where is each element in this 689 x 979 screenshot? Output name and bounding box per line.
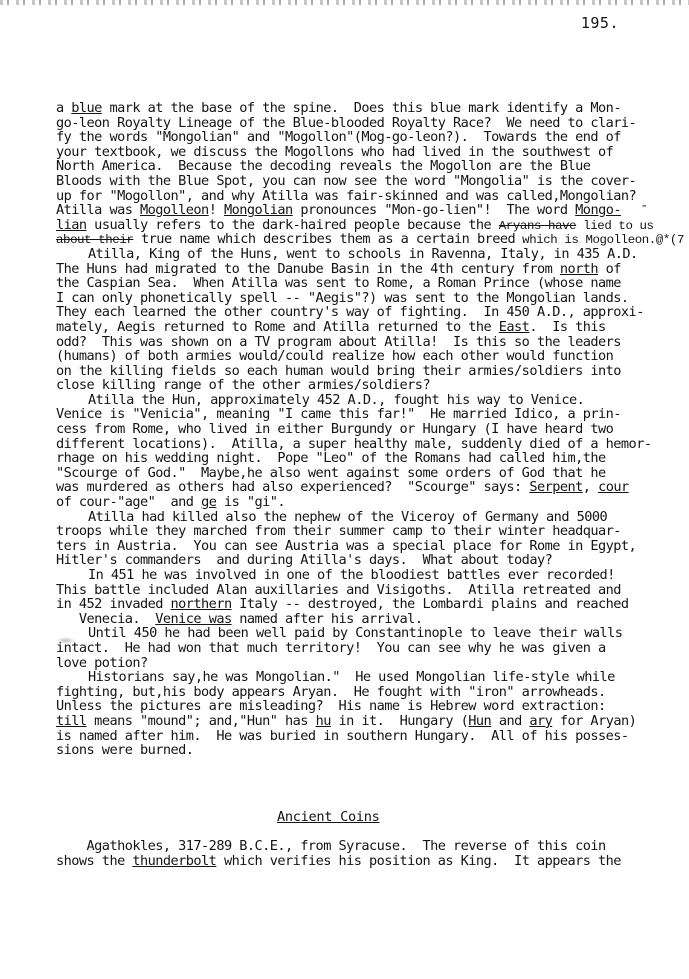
underlined-text: ge: [201, 494, 217, 511]
underlined-text: Mogolleon: [139, 202, 209, 219]
text-segment: fy the words "Mongolian" and "Mogollon"(Mog-go-leon?). Towards the end of: [56, 129, 621, 146]
text-segment: usually refers to the dark-haired people because the: [86, 216, 499, 233]
underlined-text: northern: [170, 596, 232, 613]
text-line: [56, 480, 689, 495]
text-line: [56, 174, 689, 189]
text-line: [56, 510, 689, 525]
underlined-text: lian: [56, 216, 87, 233]
text-segment: Bloods with the Blue Spot, you can now see the word "Mongolia" is the cover-: [56, 172, 637, 189]
underlined-text: cour: [598, 479, 629, 496]
text-line: [56, 568, 689, 583]
section-text: [56, 839, 621, 868]
text-line: [56, 524, 689, 539]
typed-correction: lied to us: [576, 218, 654, 233]
text-line: [56, 305, 689, 320]
text-segment: a: [56, 100, 72, 116]
text-line: [56, 189, 689, 204]
text-line: [56, 276, 689, 291]
text-line: [56, 159, 689, 174]
text-segment: sions were burned.: [56, 742, 194, 759]
page-number: 195.: [580, 14, 619, 32]
text-line: [56, 743, 689, 758]
text-segment: is named after him. He was buried in southern Hungary. All of his posses-: [56, 727, 629, 744]
text-segment: Historians say,he was Mongolian." He used Mongolian life-style while: [88, 669, 615, 686]
text-segment: pronounces "Mon-go-lien"! The word: [292, 202, 576, 219]
text-segment: Venice is "Venicia", meaning "I came this far!" He married Idico, a prin-: [56, 406, 621, 423]
text-segment: !: [208, 202, 224, 219]
text-line: [56, 641, 689, 656]
underlined-text: north: [559, 260, 599, 277]
text-line: [56, 729, 689, 744]
text-line: [56, 699, 689, 714]
text-segment: odd? This was shown on a TV program about Atilla! Is this so the leaders: [56, 333, 621, 350]
text-segment: They each learned the other country's way of fighting. In 450 A.D., approxi-: [56, 304, 644, 321]
text-line: [56, 656, 689, 671]
underlined-text: Mongolian: [223, 202, 293, 219]
text-segment: Atilla was: [56, 202, 140, 219]
text-segment: Italy -- destroyed, the Lombardi plains and reached: [231, 596, 629, 613]
typed-correction: about their: [56, 233, 134, 248]
text-segment: cess from Rome, who lived in either Burgundy or Hungary (I have heard two: [56, 421, 614, 438]
text-segment: which verifies his position as King. It appears the: [216, 852, 621, 869]
text-line: [56, 378, 689, 393]
text-segment: In 451 he was involved in one of the bloodiest battles ever recorded!: [88, 567, 615, 583]
text-segment: fighting, but,his body appears Aryan. He fought with "iron" arrowheads.: [56, 683, 606, 700]
text-line: [56, 335, 689, 350]
text-line: [56, 393, 689, 408]
text-segment: love potion?: [56, 654, 148, 671]
text-segment: on the killing fields so each human would bring their armies/soldiers into: [56, 362, 621, 379]
text-line: [56, 247, 689, 262]
text-segment: Agathokles, 317-289 B.C.E., from Syracuse. The reverse of this coin: [56, 838, 606, 854]
text-line: [56, 218, 689, 233]
text-segment: true name which describes them as a certain breed: [133, 231, 516, 248]
text-line: [56, 145, 689, 160]
text-segment: Venecia.: [56, 610, 156, 627]
margin-mark: -: [640, 198, 649, 214]
text-line: [56, 101, 689, 116]
text-segment: "Scourge of God." Maybe,he also went against some orders of God that he: [56, 464, 606, 481]
underlined-text: ary: [529, 712, 553, 729]
text-segment: This battle included Alan auxillaries and Visigoths. Atilla retreated and: [56, 581, 621, 598]
underlined-text: blue: [71, 100, 102, 116]
text-segment: mark at the base of the spine. Does this blue mark identify a Mon-: [101, 100, 621, 116]
text-line: [56, 203, 689, 218]
text-line: [56, 553, 689, 568]
text-segment: named after his arrival.: [231, 610, 423, 627]
text-segment: of: [598, 260, 621, 277]
body-text: [56, 101, 689, 758]
text-segment: I can only phonetically spell -- "Aegis"?) was sent to the Mongolian lands.: [56, 289, 629, 306]
text-line: [56, 232, 689, 247]
scan-edge: [0, 0, 689, 5]
text-segment: was murdered as others had also experienced? "Scourge" says:: [56, 479, 530, 496]
text-segment: the Caspian Sea. When Atilla was sent to Rome, a Roman Prince (whose name: [56, 275, 621, 292]
text-line: [56, 854, 621, 869]
underlined-text: Serpent: [529, 479, 583, 496]
text-segment: go-leon Royalty Lineage of the Blue-blooded Royalty Race? We need to clari-: [56, 114, 637, 131]
text-segment: . Is this: [529, 318, 606, 335]
text-line: [56, 451, 689, 466]
text-segment: is "gi".: [216, 494, 286, 511]
text-line: [56, 714, 689, 729]
text-segment: shows the: [56, 852, 133, 869]
text-segment: The Huns had migrated to the Danube Basin in the 4th century from: [56, 260, 560, 277]
text-line: [56, 626, 689, 641]
text-segment: Hitler's commanders and during Atilla's days. What about today?: [56, 552, 553, 569]
text-line: [56, 495, 689, 510]
underlined-text: thunderbolt: [132, 852, 217, 869]
underlined-text: till: [56, 712, 87, 729]
text-segment: in it. Hungary (: [330, 712, 469, 729]
text-segment: for Aryan): [552, 712, 637, 729]
text-segment: Until 450 he had been well paid by Constantinople to leave their walls: [88, 625, 623, 642]
text-line: [56, 685, 689, 700]
underlined-text: East: [498, 318, 530, 335]
text-line: [56, 539, 689, 554]
section-heading: Ancient Coins: [277, 809, 380, 825]
underlined-text: hu: [315, 712, 331, 729]
text-line: [56, 612, 689, 627]
text-line: [56, 320, 689, 335]
text-segment: of cour-"age" and: [56, 494, 202, 511]
text-segment: and: [491, 712, 530, 729]
text-segment: Atilla, King of the Huns, went to schools in Ravenna, Italy, in 435 A.D.: [88, 245, 638, 262]
underlined-text: Venice was: [155, 610, 232, 627]
text-segment: in 452 invaded: [56, 596, 171, 613]
text-segment: close killing range of the other armies/soldiers?: [56, 377, 431, 394]
text-line: [56, 291, 689, 306]
text-line: [56, 583, 689, 598]
text-line: [56, 130, 689, 145]
underlined-text: Mongo-: [575, 202, 621, 219]
text-line: [56, 262, 689, 277]
text-line: [56, 597, 689, 612]
text-line: [56, 364, 689, 379]
underlined-text: Hun: [468, 712, 492, 729]
typed-correction: Aryans have: [498, 218, 577, 233]
text-segment: (humans) of both armies would/could realize how each other would function: [56, 348, 614, 365]
text-segment: means "mound"; and,"Hun" has: [86, 712, 316, 729]
text-segment: rhage on his wedding night. Pope "Leo" of the Romans had called him,the: [56, 450, 606, 467]
text-segment: your textbook, we discuss the Mogollons who had lived in the southwest of: [56, 143, 614, 160]
text-segment: Unless the pictures are misleading? His name is Hebrew word extraction:: [56, 698, 606, 715]
text-line: [56, 116, 689, 131]
text-segment: troops while they marched from their summer camp to their winter headquar-: [56, 523, 621, 540]
typed-correction: which is Mogolleon.@*(7: [515, 233, 684, 248]
text-segment: different locations). Atilla, a super healthy male, suddenly died of a hemor-: [56, 435, 652, 452]
text-segment: Atilla the Hun, approximately 452 A.D., fought his way to Venice.: [88, 391, 585, 408]
text-line: [56, 670, 689, 685]
text-segment: up for "Mogollon", and why Atilla was fair-skinned and was called,Mongolian?: [56, 187, 637, 204]
text-line: [56, 407, 689, 422]
text-line: [56, 466, 689, 481]
text-segment: mately, Aegis returned to Rome and Atilla returned to the: [56, 318, 499, 335]
text-line: [56, 422, 689, 437]
text-segment: Atilla had killed also the nephew of the Viceroy of Germany and 5000: [88, 508, 608, 525]
text-line: [56, 839, 621, 854]
text-segment: ,: [582, 479, 599, 496]
text-segment: ters in Austria. You can see Austria was a special place for Rome in Egypt,: [56, 537, 637, 554]
text-line: [56, 349, 689, 364]
text-line: [56, 437, 689, 452]
text-segment: intact. He had won that much territory! You can see why he was given a: [56, 639, 606, 656]
text-segment: North America. Because the decoding reveals the Mogollon are the Blue: [56, 158, 591, 175]
